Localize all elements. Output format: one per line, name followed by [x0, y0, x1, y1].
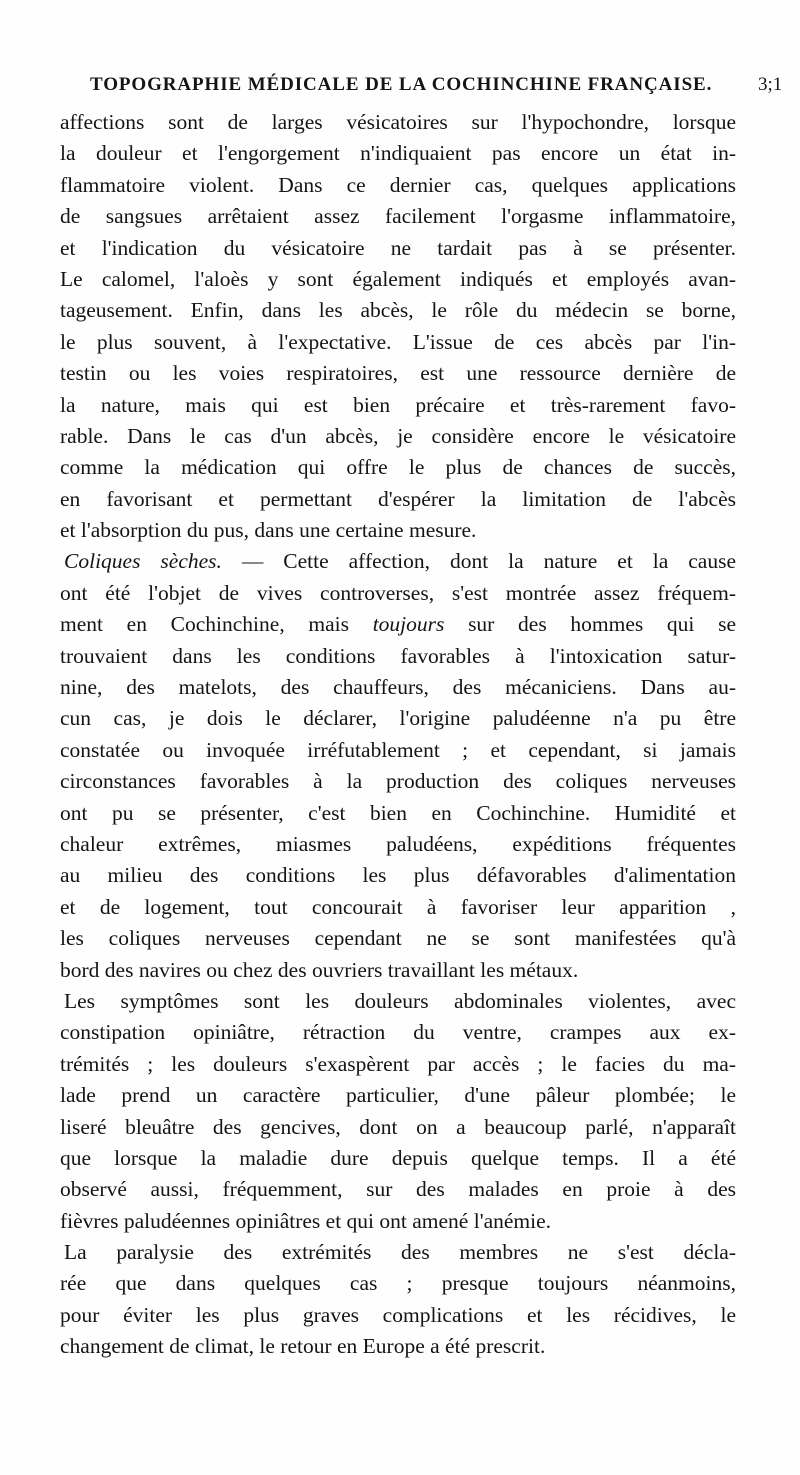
text-line: trouvaient dans les conditions favorables à l'intoxication satur- [60, 643, 736, 668]
text-line: Les symptômes sont les douleurs abdominales violentes, avec [64, 988, 736, 1013]
text-line: nine, des matelots, des chauffeurs, des mécaniciens. Dans au- [60, 675, 736, 700]
text-line: au milieu des conditions les plus défavorables d'alimentation [60, 863, 736, 888]
text-line: Le calomel, l'aloès y sont également indiqués et employés avan- [60, 266, 736, 291]
text-line: changement de climat, le retour en Europe a été prescrit. [60, 1334, 546, 1359]
text-line [60, 546, 736, 577]
text-line: lade prend un caractère particulier, d'une pâleur plombée; le [60, 1083, 736, 1108]
text-line: circonstances favorables à la production des coliques nerveuses [60, 769, 736, 794]
text-line: le plus souvent, à l'expectative. L'issue de ces abcès par l'in- [60, 329, 736, 354]
text-line-rest: — Cette affection, dont la nature et la cause [221, 549, 736, 574]
text-line: ont été l'objet de vives controverses, s'est montrée assez fréquem- [60, 580, 736, 605]
text-line: rable. Dans le cas d'un abcès, je considère encore le vésicatoire [60, 423, 736, 448]
text-line: tageusement. Enfin, dans les abcès, le rôle du médecin se borne, [60, 298, 736, 323]
text-line-part: sur des hommes qui se [444, 612, 736, 637]
text-line: de sangsues arrêtaient assez facilement l'orgasme inflammatoire, [60, 204, 736, 229]
text-line: la douleur et l'engorgement n'indiquaient pas encore un état in- [60, 141, 736, 166]
text-line: affections sont de larges vésicatoires sur l'hypochondre, lorsque [60, 110, 736, 134]
page-header [90, 74, 800, 104]
text-line: ont pu se présenter, c'est bien en Cochinchine. Humidité et [60, 800, 736, 825]
text-line: comme la médication qui offre le plus de chances de succès, [60, 455, 736, 480]
text-line: constatée ou invoquée irréfutablement ; et cependant, si jamais [60, 737, 736, 762]
text-line [60, 609, 736, 640]
text-line: trémités ; les douleurs s'exaspèrent par accès ; le facies du ma- [60, 1051, 736, 1076]
emphasis-toujours: toujours [372, 612, 445, 637]
text-line: que lorsque la maladie dure depuis quelque temps. Il a été [60, 1145, 736, 1170]
text-line: pour éviter les plus graves complications et les récidives, le [60, 1302, 736, 1327]
text-line: observé aussi, fréquemment, sur des malades en proie à des [60, 1177, 736, 1202]
running-title: TOPOGRAPHIE MÉDICALE DE LA COCHINCHINE FRANÇAISE. [90, 74, 713, 95]
text-line: testin ou les voies respiratoires, est une ressource dernière de [60, 361, 736, 386]
text-line: la nature, mais qui est bien précaire et très-rarement favo- [60, 392, 736, 417]
body-text [60, 107, 736, 1363]
text-line: et de logement, tout concourait à favoriser leur apparition , [60, 894, 736, 919]
text-line: liseré bleuâtre des gencives, dont on a beaucoup parlé, n'apparaît [60, 1114, 736, 1139]
text-line: La paralysie des extrémités des membres ne s'est décla- [64, 1240, 736, 1265]
text-line: et l'indication du vésicatoire ne tardait pas à se présenter. [60, 235, 736, 260]
text-line: constipation opiniâtre, rétraction du ventre, crampes aux ex- [60, 1020, 736, 1045]
text-line: en favorisant et permettant d'espérer la limitation de l'abcès [60, 486, 736, 511]
text-line: et l'absorption du pus, dans une certaine mesure. [60, 518, 477, 543]
text-line: chaleur extrêmes, miasmes paludéens, expéditions fréquentes [60, 831, 736, 856]
section-heading: Coliques sèches. [64, 549, 222, 574]
page-number: 3;1 [758, 74, 783, 95]
text-line: fièvres paludéennes opiniâtres et qui ont amené l'anémie. [60, 1208, 552, 1233]
text-line: rée que dans quelques cas ; presque toujours néanmoins, [60, 1271, 736, 1296]
text-line: bord des navires ou chez des ouvriers travaillant les métaux. [60, 957, 579, 982]
text-line: les coliques nerveuses cependant ne se sont manifestées qu'à [60, 926, 736, 951]
text-line: flammatoire violent. Dans ce dernier cas, quelques applications [60, 172, 736, 197]
text-line-part: ment en Cochinchine, mais [60, 612, 373, 637]
text-line: cun cas, je dois le déclarer, l'origine paludéenne n'a pu être [60, 706, 736, 731]
